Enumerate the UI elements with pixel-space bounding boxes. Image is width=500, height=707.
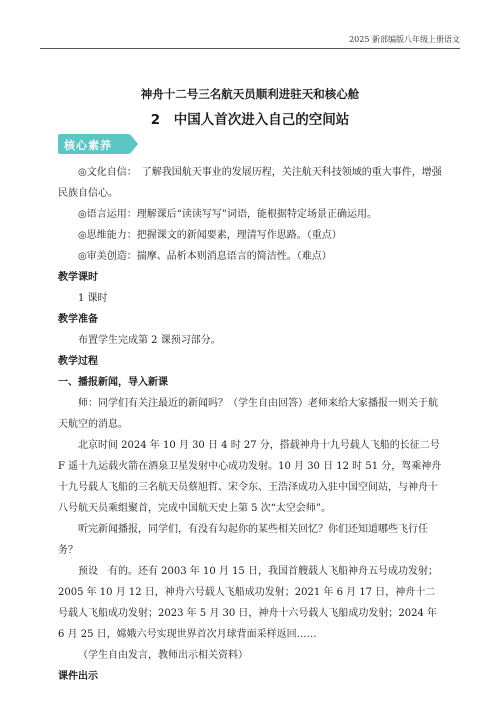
banner-arrow <box>130 134 138 154</box>
prep-text: 布置学生完成第 2 课预习部分。 <box>78 335 221 346</box>
page-header: 2025 新部编版八年级上册语文 <box>40 34 460 49</box>
core-item-culture: ◎文化自信： 了解我国航天事业的发展历程，关注航天科技领域的重大事件，增强民族自信心。 <box>58 167 442 199</box>
paragraph-student-note: （学生自由发言，教师出示相关资料） <box>78 650 248 661</box>
hours-text: 1 课时 <box>78 293 108 304</box>
paragraph-news: 北京时间 2024 年 10 月 30 日 4 时 27 分，搭载神舟十九号载人飞船的长征二号 F 遥十九运载火箭在酒泉卫星发射中心成功发射。10 月 30 日 12 时 51 分，驾乘神舟十九号载人飞船的三名航天员蔡旭哲、宋令东、王浩泽成功入驻中国空间站，与神舟十八号航天员乘组聚首，完成中国航天史上第 5 次“太空会师”。 <box>58 440 442 514</box>
step1-heading: 一、播报新闻，导入新课 <box>58 377 168 388</box>
slides-heading: 课件出示 <box>58 671 98 682</box>
lesson-title: 2 中国人首次进入自己的空间站 <box>150 112 350 128</box>
core-item-aesthetic: ◎审美创造：揣摩、品析本则消息语言的简洁性。（难点） <box>78 251 332 262</box>
main-title: 神舟十二号三名航天员顺利进驻天和核心舱 <box>140 87 360 101</box>
prep-heading: 教学准备 <box>58 314 98 325</box>
paragraph-preset-answer: 预设 有的。还有 2003 年 10 月 15 日，我国首艘载人飞船神舟五号成功发射；2005 年 10 月 12 日，神舟六号载人飞船成功发射；2021 年 6 月 17 日，神舟十二号载人飞船成功发射；2023 年 5 月 30 日，神舟十六号载人飞船成功发射；2024 年 6 月 25 日，嫦娥六号实现世界首次月球背面采样返回…… <box>58 566 438 640</box>
banner-label: 核心素养 <box>64 139 112 152</box>
paragraph-question: 听完新闻播报，同学们，有没有勾起你的某些相关回忆？你们还知道哪些飞行任务？ <box>58 524 428 556</box>
lesson-content <box>58 162 442 687</box>
core-item-language: ◎语言运用：理解课后“读读写写”词语，能根据特定场景正确运用。 <box>78 209 377 220</box>
hours-heading: 教学课时 <box>58 272 98 283</box>
core-literacy-banner <box>58 134 138 154</box>
paragraph-teacher-intro: 师：同学们有关注最近的新闻吗？（学生自由回答）老师来给大家播报一则关于航天航空的消息。 <box>58 398 438 430</box>
core-item-thinking: ◎思维能力：把握课文的新闻要素，理清写作思路。（重点） <box>78 230 342 241</box>
process-heading: 教学过程 <box>58 356 98 367</box>
